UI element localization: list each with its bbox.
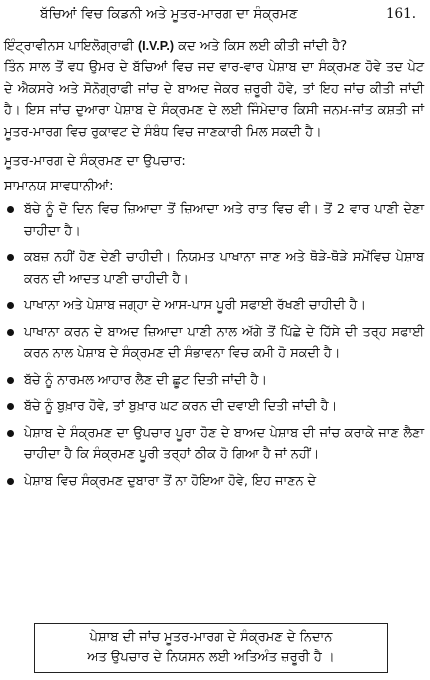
bullet-icon xyxy=(7,206,14,213)
precautions-list xyxy=(4,199,424,492)
list-item-text: ਪਾਖਾਨਾ ਅਤੇ ਪੇਸ਼ਾਬ ਜਗ੍ਹਾ ਦੇ ਆਸ-ਪਾਸ ਪੂਰੀ ਸਫਾਈ ਰੱਖਣੀ ਚਾਹੀਦੀ ਹੈ। xyxy=(24,298,366,313)
list-item-text: ਪੇਸ਼ਾਬ ਦੇ ਸੰਕ੍ਰਮਣ ਦਾ ਉਪਚਾਰ ਪੂਰਾ ਹੋਣ ਦੇ ਬਾਅਦ ਪੇਸ਼ਾਬ ਦੀ ਜਾਂਚ ਕਰਾਕੇ ਜਾਣ ਲੈਣਾ ਚਾਹੀਦਾ ਹੈ ਕਿ ਸੰਕ੍ਰਮਣ ਪੂਰੀ ਤਰ੍ਹਾਂ ਠੀਕ ਹੋ ਗਿਆ ਹੈ ਜਾਂ ਨਹੀਂ। xyxy=(24,425,424,462)
list-item xyxy=(4,370,424,392)
notice-line-1: ਪੇਸ਼ਾਬ ਦੀ ਜਾਂਚ ਮੂਤਰ-ਮਾਰਗ ਦੇ ਸੰਕ੍ਰਮਣ ਦੇ ਨਿਦਾਨ xyxy=(89,630,333,645)
list-item xyxy=(4,396,424,418)
list-item xyxy=(4,295,424,317)
list-item xyxy=(4,322,424,365)
ivp-heading-text-end: ਕਦ ਅਤੇ ਕਿਸ ਲਈ ਕੀਤੀ ਜਾਂਦੀ ਹੈ? xyxy=(174,39,348,54)
bullet-icon xyxy=(7,377,14,384)
precautions-heading: ਸਾਮਾਨਯ ਸਾਵਧਾਨੀਆਂ: xyxy=(4,179,114,194)
notice-line-2: ਅਤ ਉਪਚਾਰ ਦੇ ਨਿਯਸਨ ਲਈ ਅਤਿਅੰਤ ਜ਼ਰੂਰੀ ਹੈ । xyxy=(87,650,335,665)
list-item xyxy=(4,423,424,466)
notice-box xyxy=(34,623,388,673)
list-item-text: ਬੱਚੇ ਨੂੰ ਦੋ ਦਿਨ ਵਿਚ ਜ਼ਿਆਦਾ ਤੋਂ ਜ਼ਿਆਦਾ ਅਤੇ ਰਾਤ ਵਿਚ ਵੀ। ਤੋਂ 2 ਵਾਰ ਪਾਣੀ ਦੇਣਾ ਚਾਹੀਦਾ ਹੈ। xyxy=(24,202,424,239)
running-head xyxy=(0,4,430,26)
page-content xyxy=(4,36,424,497)
list-item xyxy=(4,471,424,493)
list-item-text: ਕਬਜ਼ ਨਹੀਂ ਹੋਣ ਦੇਣੀ ਚਾਹੀਦੀ। ਨਿਯਮਤ ਪਾਖਾਨਾ ਜਾਣ ਅਤੇ ਥੋੜੇ-ਥੋੜੇ ਸਮੇਂਵਿਚ ਪੇਸ਼ਾਬ ਕਰਨ ਦੀ ਆਦਤ ਪਾਣੀ ਚਾਹੀਦੀ ਹੈ। xyxy=(24,250,424,287)
page-number: 161. xyxy=(385,6,416,22)
list-item-text: ਬੱਚੇ ਨੂੰ ਬੁਖ਼ਾਰ ਹੋਵੇ, ਤਾਂ ਬੁਖ਼ਾਰ ਘਟ ਕਰਨ ਦੀ ਦਵਾਈ ਦਿਤੀ ਜਾਂਦੀ ਹੈ। xyxy=(24,399,338,414)
bullet-icon xyxy=(7,254,14,261)
list-item xyxy=(4,199,424,242)
treatment-heading: ਮੂਤਰ-ਮਾਰਗ ਦੇ ਸੰਕ੍ਰਮਣ ਦਾ ਉਪਚਾਰ: xyxy=(4,154,186,169)
bullet-icon xyxy=(7,302,14,309)
bullet-icon xyxy=(7,430,14,437)
list-item-text: ਪੇਸ਼ਾਬ ਵਿਚ ਸੰਕ੍ਰਮਣ ਦੁਬਾਰਾ ਤੋਂ ਨਾ ਹੋਇਆ ਹੋਵੇ, ਇਹ ਜਾਣਨ ਦੇ xyxy=(24,473,316,489)
bullet-icon xyxy=(7,478,14,485)
list-item-text: ਪਾਖਾਨਾ ਕਰਨ ਦੇ ਬਾਅਦ ਜ਼ਿਆਦਾ ਪਾਣੀ ਨਾਲ ਅੱਗੇ ਤੋਂ ਪਿੱਛੇ ਦੇ ਹਿੱਸੇ ਦੀ ਤਰ੍ਹ ਸਫਾਈ ਕਰਨ ਨਾਲ ਪੇਸ਼ਾਬ ਦੇ ਸੰਕ੍ਰਮਣ ਦੀ ਸੰਭਾਵਨਾ ਵਿਚ ਕਮੀ ਹੋ ਸਕਦੀ ਹੈ। xyxy=(24,324,424,361)
ivp-paragraph: ਤਿੰਨ ਸਾਲ ਤੋਂ ਵਧ ਉਮਰ ਦੇ ਬੱਚਿਆਂ ਵਿਚ ਜਦ ਵਾਰ-ਵਾਰ ਪੇਸ਼ਾਬ ਦਾ ਸੰਕ੍ਰਮਣ ਹੋਵੇ ਤਦ ਪੇਟ ਦੇ ਐਕਸਰੇ ਅਤੇ ਸੋਨੋਗ੍ਰਾਫੀ ਜਾਂਚ ਦੇ ਬਾਅਦ ਜੇਕਰ ਜ਼ਰੂਰੀ ਹੋਵੇ, ਤਾਂ ਇਹ ਜਾਂਚ ਕੀਤੀ ਜਾਂਦੀ ਹੈ। ਇਸ ਜਾਂਚ ਦੁਆਰਾ ਪੇਸ਼ਾਬ ਦੇ ਸੰਕ੍ਰਮਣ ਦੇ ਲਈ ਜਿੰਮੇਦਾਰ ਕਿਸੀ ਜਨਮ-ਜਾਂਤ ਕਸ਼ਤੀ ਜਾਂ ਮੂਤਰ-ਮਾਰਗ ਵਿਚ ਰੁਕਾਵਟ ਦੇ ਸੰਬੰਧ ਵਿਚ ਜਾਣਕਾਰੀ ਮਿਲ ਸਕਦੀ ਹੈ। xyxy=(4,60,424,140)
ivp-heading-text-start: ਇੰਟ੍ਰਾਵੀਨਸ ਪਾਇਲੋਗ੍ਰਾਫੀ xyxy=(4,39,138,54)
chapter-title: ਬੱਚਿਆਂ ਵਿਚ ਕਿਡਨੀ ਅਤੇ ਮੂਤਰ-ਮਾਰਗ ਦਾ ਸੰਕ੍ਰਮਣ xyxy=(40,6,298,22)
ivp-heading xyxy=(4,36,424,57)
list-item xyxy=(4,247,424,290)
list-item-text: ਬੱਚੇ ਨੂੰ ਨਾਰਮਲ ਆਹਾਰ ਲੈਣ ਦੀ ਛੂਟ ਦਿਤੀ ਜਾਂਦੀ ਹੈ। xyxy=(24,372,267,388)
bullet-icon xyxy=(7,403,14,410)
bullet-icon xyxy=(7,329,14,336)
ivp-abbreviation: (I.V.P.) xyxy=(137,39,175,53)
